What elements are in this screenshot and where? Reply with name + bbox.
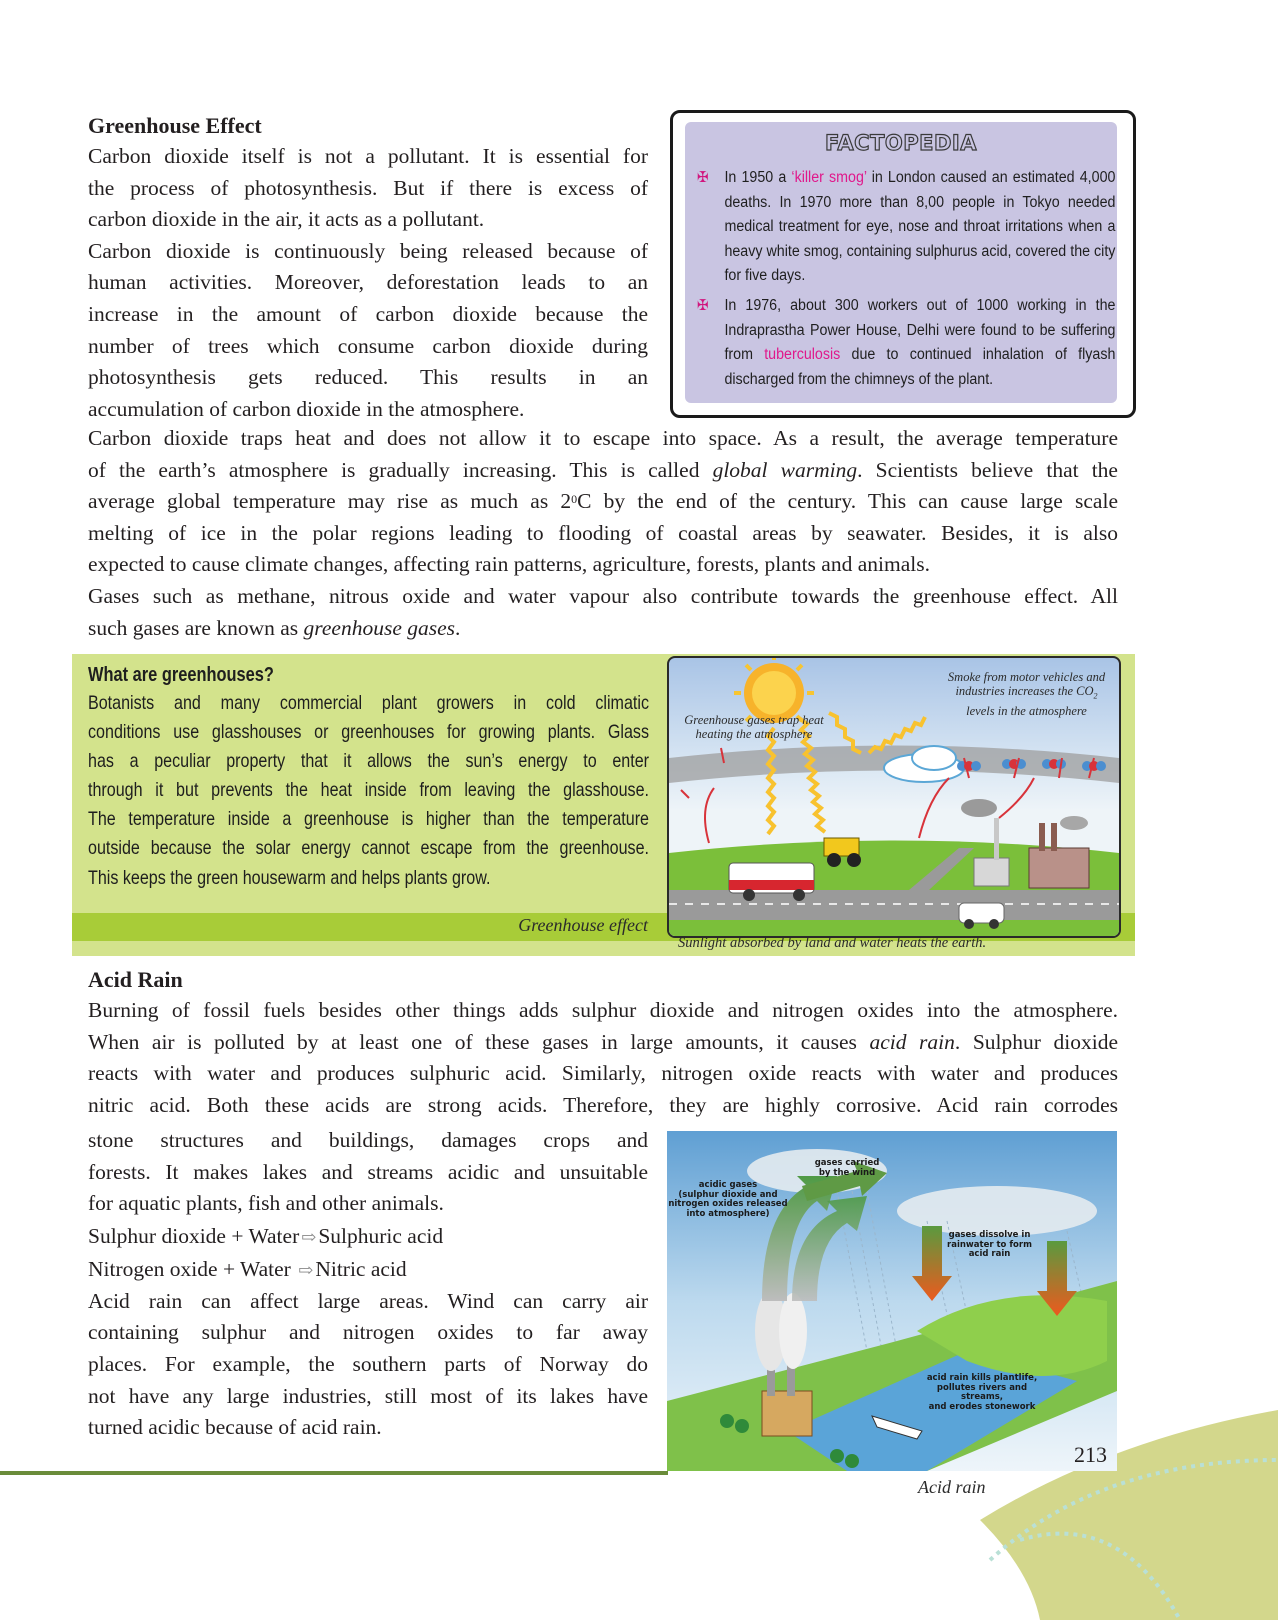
greenhouse-intro-text: [88, 141, 648, 425]
text-line: such gases are known as greenhouse gases.: [88, 615, 461, 640]
text-line: Carbon dioxide is continuously being released because of: [88, 238, 648, 263]
maltese-cross-bullet-icon: ✠: [696, 296, 709, 314]
text-line: forests. It makes lakes and streams acidic and unsuitable: [88, 1159, 648, 1184]
global-warming-paragraph: [88, 423, 1118, 644]
label-gases-carried: gases carried by the wind: [814, 1158, 880, 1178]
reaction-arrow-icon: ⇨: [301, 1226, 317, 1247]
acid-rain-heading: Acid Rain: [88, 967, 183, 992]
text-line: number of trees which consume carbon dioxide during: [88, 333, 648, 358]
reaction-arrow-icon: ⇨: [298, 1259, 314, 1280]
greenhouse-effect-heading: Greenhouse Effect: [88, 113, 262, 138]
maltese-cross-bullet-icon: ✠: [696, 169, 709, 186]
greenhouse-figure-caption: Greenhouse effect: [518, 915, 648, 935]
page-number: 213: [1074, 1442, 1107, 1467]
factopedia-item: ✠ In 1950 a ‘killer smog’ in London caused an estimated 4,000 deaths. In 1970 more than 8,00 people in Tokyo needed medical treatment for eye, nose and throat irritations when a heavy white smog, containing sulphurus acid, covered the city for five days.: [695, 166, 1115, 289]
acid-rain-column-text: [88, 1125, 648, 1444]
text-line: the process of photosynthesis. But if there is excess of: [88, 175, 648, 200]
text-line: Carbon dioxide itself is not a pollutant. It is essential for: [88, 144, 648, 168]
equation-sulphuric-acid: Sulphur dioxide + Water ⇨Sulphuric acid: [88, 1220, 648, 1253]
highlight-tuberculosis: tuberculosis: [764, 346, 841, 364]
text-line: through it but prevents the heat inside from leaving the glasshouse.: [88, 779, 649, 802]
equation-nitric-acid: Nitrogen oxide + Water ⇨Nitric acid: [88, 1253, 648, 1286]
greenhouse-label-left: Greenhouse gases trap heat heating the atmosphere: [684, 713, 824, 741]
text-line: stone structures and buildings, damages crops and: [88, 1128, 648, 1152]
text-line: Gases such as methane, nitrous oxide and water vapour also contribute towards the greenhouse effect. All: [88, 583, 1118, 608]
term-acid-rain: acid rain: [869, 1029, 955, 1054]
text-line: expected to cause climate changes, affecting rain patterns, agriculture, forests, plants and animals.: [88, 552, 930, 577]
label-acidic-gases: acidic gases (sulphur dioxide and nitrogen oxides released into atmosphere): [668, 1180, 788, 1219]
acid-rain-figure-caption: Acid rain: [918, 1477, 986, 1497]
footer-rule: [0, 1471, 668, 1475]
label-acid-rain-effects: acid rain kills plantlife, pollutes rivers and streams, and erodes stonework: [926, 1373, 1038, 1412]
text-line: of the earth’s atmosphere is gradually increasing. This is called global warming. Scientists believe that the: [88, 457, 1118, 482]
text-line: Carbon dioxide traps heat and does not allow it to escape into space. As a result, the average temperature: [88, 426, 1118, 450]
text-line: This keeps the green housewarm and helps plants grow.: [88, 866, 491, 889]
greenhouse-label-right: Smoke from motor vehicles and industries increases the $CO_2$ levels in the atmosphere: [947, 670, 1106, 718]
text-line: has a peculiar property that it allows the sun’s energy to enter: [88, 750, 649, 773]
greenhouse-bottom-caption: Sunlight absorbed by land and water heats the earth.: [678, 935, 987, 951]
greenhouses-box-text: [88, 689, 649, 893]
text-line: photosynthesis gets reduced. This results in an: [88, 365, 648, 390]
term-global-warming: global warming: [712, 457, 858, 482]
text-line: conditions use glasshouses or greenhouses for growing plants. Glass: [88, 721, 649, 744]
text-line: When air is polluted by at least one of these gases in large amounts, it causes acid rain. Sulphur dioxide: [88, 1029, 1118, 1054]
text-line: Acid rain can affect large areas. Wind can carry air: [88, 1288, 648, 1313]
text-line: carbon dioxide in the air, it acts as a pollutant.: [88, 207, 485, 232]
text-line: outside because the solar energy cannot escape from the greenhouse.: [88, 837, 649, 860]
highlight-killer-smog: ‘killer smog’: [791, 169, 867, 186]
text-line: human activities. Moreover, deforestation leads to an: [88, 270, 648, 295]
text-line: containing sulphur and nitrogen oxides to far away: [88, 1320, 648, 1345]
text-line: for aquatic plants, fish and other animals.: [88, 1191, 444, 1216]
factopedia-item: ✠ In 1976, about 300 workers out of 1000 working in the Indraprastha Power House, Delhi were found to be suffering from tuberculosis due to continued inhalation of flyash discharged from the chimneys of the plant.: [695, 294, 1115, 392]
text-line: places. For example, the southern parts of Norway do: [88, 1351, 648, 1376]
text-line: reacts with water and produces sulphuric acid. Similarly, nitrogen oxide reacts with water and produces: [88, 1061, 1118, 1086]
text-line: Burning of fossil fuels besides other things adds sulphur dioxide and nitrogen oxides into the atmosphere.: [88, 998, 1118, 1022]
greenhouse-effect-illustration: [667, 656, 1121, 938]
text-line: Botanists and many commercial plant growers in cold climatic: [88, 692, 649, 714]
text-line: accumulation of carbon dioxide in the atmosphere.: [88, 396, 525, 421]
acid-rain-illustration: [667, 1131, 1117, 1471]
text-line: turned acidic because of acid rain.: [88, 1415, 382, 1440]
text-line: melting of ice in the polar regions leading to flooding of coastal areas by seawater. Besides, it is also: [88, 520, 1118, 545]
text-line: increase in the amount of carbon dioxide because the: [88, 301, 648, 326]
greenhouses-box-title: What are greenhouses?: [88, 664, 274, 686]
text-line: not have any large industries, still most of its lakes have: [88, 1383, 648, 1408]
acid-rain-intro-text: [88, 995, 1118, 1121]
text-line: The temperature inside a greenhouse is higher than the temperature: [88, 808, 649, 831]
term-greenhouse-gases: greenhouse gases: [303, 615, 456, 640]
factopedia-title: FACTOPEDIA: [824, 131, 977, 155]
factopedia-list: [695, 166, 1115, 397]
label-gases-dissolve: gases dissolve in rainwater to form acid rain: [947, 1230, 1032, 1259]
text-line: nitric acid. Both these acids are strong acids. Therefore, they are highly corrosive. Acid rain corrodes: [88, 1092, 1118, 1117]
text-line: average global temperature may rise as much as $2^0C$ by the end of the century. This can cause large scale: [88, 489, 1118, 514]
